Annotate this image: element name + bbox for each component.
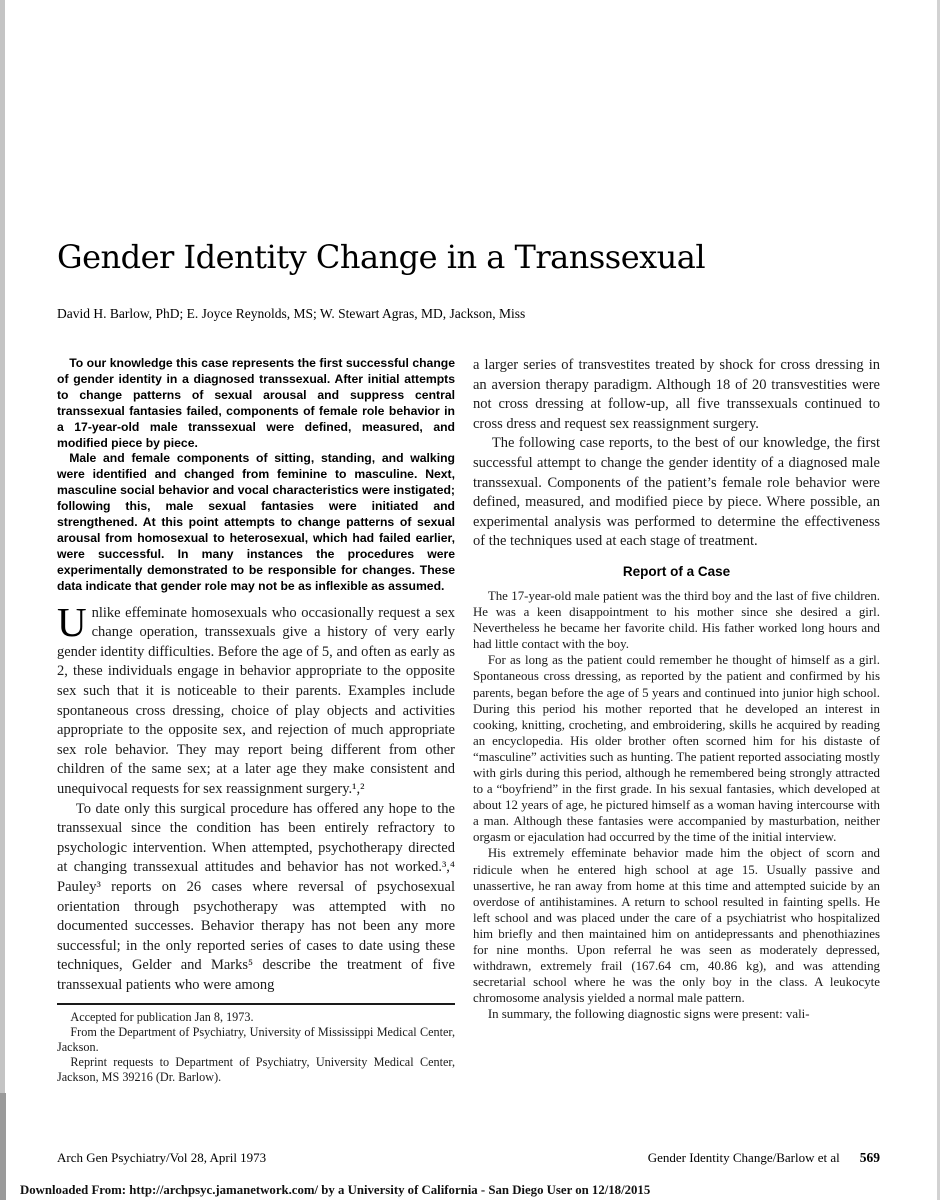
right-column [473,356,880,1142]
abstract [57,356,455,595]
paper-byline: David H. Barlow, PhD; E. Joyce Reynolds, MS; W. Stewart Agras, MD, Jackson, Miss [57,306,526,321]
footnote-line: Reprint requests to Department of Psychiatry, University Medical Center, Jackson, MS 39216 (Dr. Barlow). [57,1054,455,1084]
body-paragraph-continuation: a larger series of transvestites treated by shock for cross dressing in an aversion therapy paradigm. Although 18 of 20 transvestities were not cross dressing at follow-up, all five transsexuals continued to cross dress and request sex reassignment surgery. [473,357,880,432]
drop-cap: U [57,598,87,645]
abstract-paragraph: Male and female components of sitting, standing, and walking were identified and changed from feminine to masculine. Next, masculine social behavior and vocal characteristics were instigated; following this, male sexual fantasies were initiated and strengthened. At this point attempts to change patterns of sexual arousal from homosexual to heterosexual, which had failed earlier, were successful. In many instances the procedures were experimentally demonstrated to be responsible for changes. These data indicate that gender role may not be as inflexible as assumed. [57,451,455,593]
scan-edge-artifact-left-dark [0,1093,6,1200]
section-heading-report-of-a-case: Report of a Case [622,563,731,579]
case-report-text [473,588,880,1023]
body-paragraph: To date only this surgical procedure has offered any hope to the transsexual since the condition has been entirely refractory to psychologic intervention. When attempted, psychotherapy directed at changing transsexual attitudes and behavior has not worked.³,⁴ Pauley³ reports on 26 cases where reversal of psychosexual orientation through psychotherapy was attempted with no documented successes. Behavior therapy has not been any more successful; in the only reported series of cases to date using these techniques, Gelder and Marks⁵ describe the treatment of five transsexual patients who were among [57,800,455,993]
abstract-paragraph: To our knowledge this case represents the first successful change of gender identity in a diagnosed transsexual. After initial attempts to change patterns of sexual arousal and suppress central transsexual fantasies failed, components of female role behavior in a 17-year-old male transsexual were defined, measured, and modified piece by piece. [57,356,455,450]
footnote-line: Accepted for publication Jan 8, 1973. [70,1010,254,1025]
case-paragraph: In summary, the following diagnostic signs were present: vali- [487,1007,810,1022]
left-column [57,356,455,1142]
running-head-group [648,1150,880,1166]
journal-citation: Arch Gen Psychiatry/Vol 28, April 1973 [57,1150,267,1165]
footnote-line: From the Department of Psychiatry, University of Mississippi Medical Center, Jackson. [57,1025,455,1055]
footnote-rule [57,1003,455,1005]
page-footer [57,1150,880,1166]
body-paragraph [57,598,455,800]
body-paragraph: The following case reports, to the best of our knowledge, the first successful attempt to change the gender identity of a diagnosed male transsexual. Components of the patient’s female role behavior were defined, measured, and modified piece by piece. Where possible, an experimental analysis was performed to determine the effectiveness of the techniques used at each stage of treatment. [473,435,880,550]
page-number: 569 [859,1150,880,1165]
footnote-block [57,1003,455,1084]
paper-title: Gender Identity Change in a Transsexual [57,238,706,276]
case-paragraph: For as long as the patient could remember he thought of himself as a girl. Spontaneous cross dressing, as reported by the patient and confirmed by his parents, began before the age of 5 years and continued into junior high school. During this period his mother reported that he developed an interest in cooking, knitting, crocheting, and embroidering, skills he acquired by reading an encyclopedia. His older brother often scorned him for his distaste of “masculine” activities such as hunting. The patient reported associating mostly with girls during this period, although he remembered being strongly attracted to a “boyfriend” in the first grade. In his sexual fantasies, which developed at about 12 years of age, he pictured himself as a woman having intercourse with a man. Although these fantasies were accompanied by masturbation, neither orgasm or ejaculation had occurred by the time of the initial interview. [473,653,880,845]
case-paragraph: His extremely effeminate behavior made him the object of scorn and ridicule when he entered high school at age 15. Usually passive and unassertive, he ran away from home at this time and attempted suicide by an overdose of antihistamines. A return to school resulted in fainting spells. He left school and was placed under the care of a psychiatrist who hospitalized him briefly and then maintained him on antidepressants and phenothiazines for nine months. Upon referral he was seen as moderately depressed, withdrawn, extremely frail (167.64 cm, 40.86 kg), and was attending secretarial school where he was the only boy in the class. A leukocyte chromosome analysis yielded a normal male pattern. [473,846,880,1006]
introduction-text [57,598,455,996]
two-column-layout [57,356,880,1142]
scan-edge-artifact-left [0,0,5,1200]
running-head: Gender Identity Change/Barlow et al [647,1150,840,1165]
download-notice: Downloaded From: http://archpsyc.jamanetwork.com/ by a University of California - San Diego User on 12/18/2015 [20,1183,651,1197]
case-paragraph: The 17-year-old male patient was the third boy and the last of five children. He was a keen disappointment to his mother since she desired a girl. Nevertheless he became her favorite child. His father worked long hours and had little contact with the boy. [473,588,880,652]
body-paragraph-text: nlike effeminate homosexuals who occasionally request a sex change operation, transsexuals give a history of very early gender identity difficulties. Before the age of 5, and often as early as 2, these individuals engage in behavior appropriate to the opposite sex such that it is noticeable to their parents. Examples include spontaneous cross dressing, choice of play objects and activities appropriate to the opposite sex, and rejection of much appropriate sex role behavior. They may report being different from other children of the same sex; at a later age they make consistent and unequivocal requests for sex reassignment surgery.¹,² [57,604,455,797]
page-content [57,0,880,1142]
